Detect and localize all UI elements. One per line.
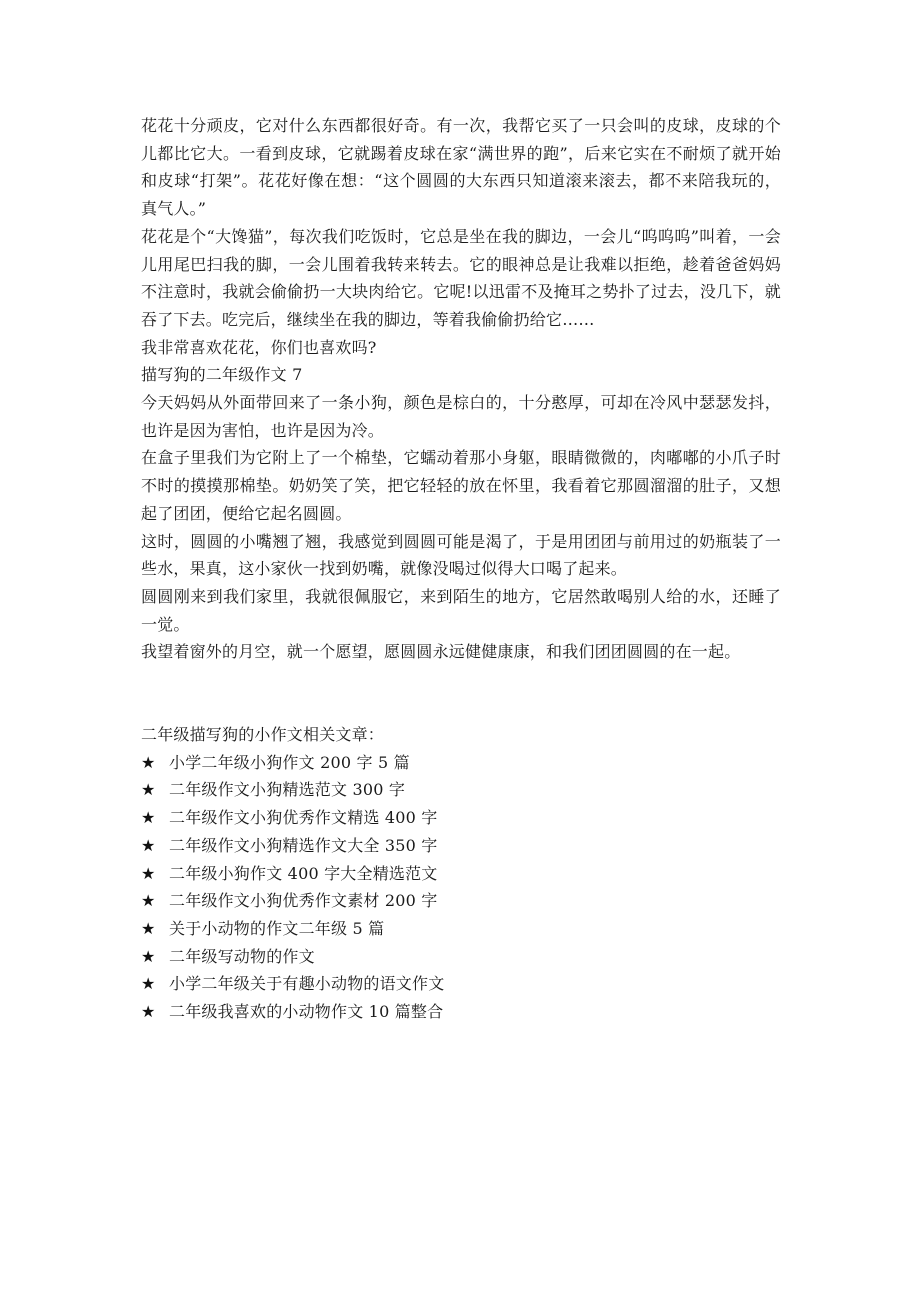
star-icon: ★ <box>141 1001 156 1021</box>
related-article-link[interactable]: 小学二年级关于有趣小动物的语文作文 <box>169 974 445 994</box>
related-article-item[interactable] <box>141 887 781 915</box>
related-articles-list <box>141 749 781 1026</box>
paragraph: 我望着窗外的月空，就一个愿望，愿圆圆永远健健康康，和我们团团圆圆的在一起。 <box>141 642 741 662</box>
paragraph: 在盒子里我们为它附上了一个棉垫，它蠕动着那小身躯，眼睛微微的，肉嘟嘟的小爪子时不时的摸摸那棉垫。奶奶笑了笑，把它轻轻的放在怀里，我看着它那圆溜溜的肚子，又想起了团团，便给它起名圆圆。 <box>141 448 781 523</box>
paragraph: 圆圆刚来到我们家里，我就很佩服它，来到陌生的地方，它居然敢喝别人给的水，还睡了一觉。 <box>141 586 781 634</box>
related-article-item[interactable] <box>141 776 781 804</box>
star-icon: ★ <box>141 780 156 800</box>
star-icon: ★ <box>141 863 156 883</box>
star-icon: ★ <box>141 974 156 994</box>
related-article-item[interactable] <box>141 804 781 832</box>
essay-7-title: 描写狗的二年级作文 7 <box>141 365 303 385</box>
star-icon: ★ <box>141 752 156 772</box>
related-articles-title: 二年级描写狗的小作文相关文章： <box>141 725 385 745</box>
related-article-link[interactable]: 二年级写动物的作文 <box>169 946 315 966</box>
related-article-link[interactable]: 小学二年级小狗作文 200 字 5 篇 <box>169 752 410 772</box>
star-icon: ★ <box>141 835 156 855</box>
paragraph: 花花十分顽皮，它对什么东西都很好奇。有一次，我帮它买了一只会叫的皮球，皮球的个儿都比它大。一看到皮球，它就踢着皮球在家“满世界的跑”，后来它实在不耐烦了就开始和皮球“打架”。花花好像在想：“这个圆圆的大东西只知道滚来滚去，都不来陪我玩的，真气人。” <box>141 116 781 219</box>
related-article-item[interactable] <box>141 832 781 860</box>
document-page <box>141 112 781 1026</box>
paragraph: 我非常喜欢花花，你们也喜欢吗? <box>141 337 377 357</box>
related-article-item[interactable] <box>141 915 781 943</box>
star-icon: ★ <box>141 891 156 911</box>
related-article-link[interactable]: 二年级小狗作文 400 字大全精选范文 <box>169 863 438 883</box>
related-article-link[interactable]: 关于小动物的作文二年级 5 篇 <box>169 918 385 938</box>
related-article-link[interactable]: 二年级作文小狗精选作文大全 350 字 <box>169 835 438 855</box>
star-icon: ★ <box>141 918 156 938</box>
related-article-item[interactable] <box>141 943 781 971</box>
related-article-link[interactable]: 二年级作文小狗优秀作文素材 200 字 <box>169 891 438 911</box>
related-article-item[interactable] <box>141 860 781 888</box>
related-article-item[interactable] <box>141 749 781 777</box>
paragraph: 花花是个“大馋猫”，每次我们吃饭时，它总是坐在我的脚边，一会儿“呜呜呜”叫着，一会儿用尾巴扫我的脚，一会儿围着我转来转去。它的眼神总是让我难以拒绝，趁着爸爸妈妈不注意时，我就会偷偷扔一大块肉给它。它呢!以迅雷不及掩耳之势扑了过去，没几下，就吞了下去。吃完后，继续坐在我的脚边，等着我偷偷扔给它…… <box>141 226 781 329</box>
section-spacer <box>141 666 781 721</box>
related-article-item[interactable] <box>141 970 781 998</box>
related-article-link[interactable]: 二年级我喜欢的小动物作文 10 篇整合 <box>169 1001 444 1021</box>
related-article-link[interactable]: 二年级作文小狗优秀作文精选 400 字 <box>169 808 438 828</box>
star-icon: ★ <box>141 946 156 966</box>
related-article-link[interactable]: 二年级作文小狗精选范文 300 字 <box>169 780 406 800</box>
star-icon: ★ <box>141 808 156 828</box>
paragraph: 今天妈妈从外面带回来了一条小狗，颜色是棕白的，十分憨厚，可却在冷风中瑟瑟发抖，也许是因为害怕，也许是因为冷。 <box>141 393 781 440</box>
related-article-item[interactable] <box>141 998 781 1026</box>
paragraph: 这时，圆圆的小嘴翘了翘，我感觉到圆圆可能是渴了，于是用团团与前用过的奶瓶装了一些水，果真，这小家伙一找到奶嘴，就像没喝过似得大口喝了起来。 <box>141 531 781 579</box>
